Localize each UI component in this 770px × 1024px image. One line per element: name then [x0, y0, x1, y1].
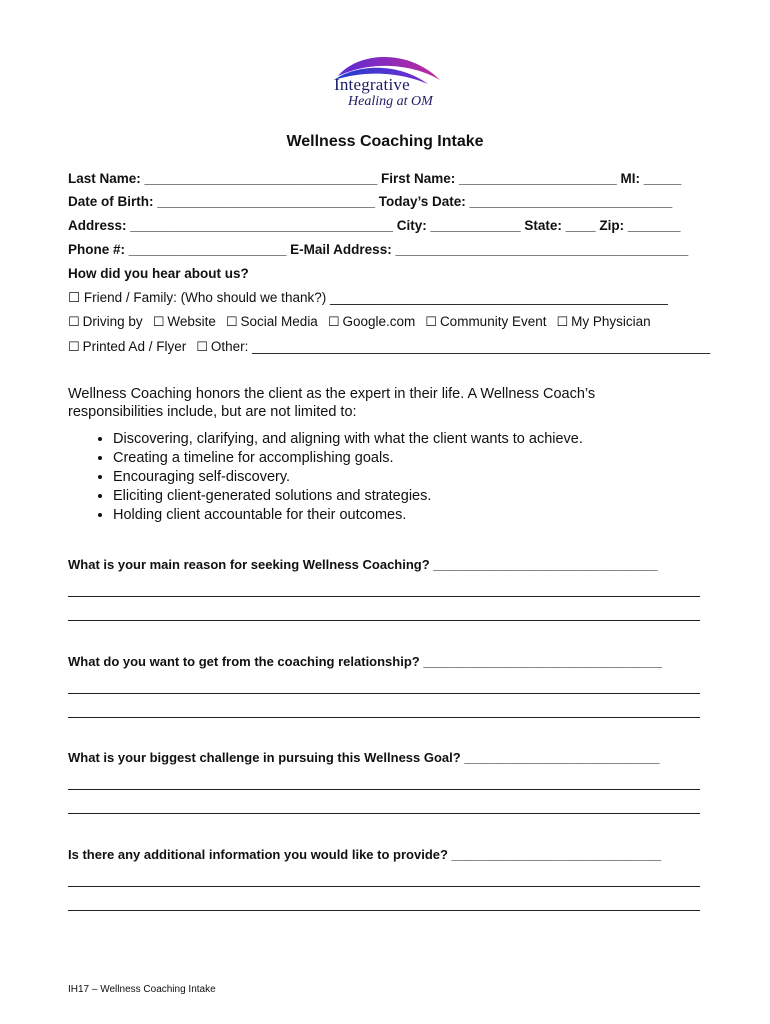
- page-footer: IH17 – Wellness Coaching Intake: [68, 984, 216, 995]
- answer-line[interactable]: [68, 910, 700, 911]
- logo-text-healing: Healing at OM: [348, 94, 433, 109]
- checkbox[interactable]: ☐: [152, 314, 165, 329]
- option-community-event[interactable]: ☐ Community Event: [425, 314, 547, 329]
- option-social-media[interactable]: ☐ Social Media: [225, 314, 318, 329]
- checkbox[interactable]: ☐: [327, 314, 340, 329]
- friend-family-label: Friend / Family: (Who should we thank?) _____________________________________________: [83, 290, 668, 305]
- list-item: • Encouraging self-discovery.: [113, 468, 733, 487]
- checkbox[interactable]: ☐: [225, 314, 238, 329]
- referral-options-row: [68, 313, 700, 331]
- referral-options-row-2: [68, 338, 711, 356]
- list-item: • Eliciting client-generated solutions and strategies.: [113, 487, 733, 506]
- contact-fields[interactable]: Phone #: _____________________ E-Mail Address: _______________________________________: [68, 242, 689, 257]
- answer-line[interactable]: [68, 620, 700, 621]
- answer-line[interactable]: [68, 789, 700, 790]
- date-fields[interactable]: Date of Birth: _____________________________ Today’s Date: ___________________________: [68, 194, 673, 209]
- page-title: Wellness Coaching Intake: [286, 133, 484, 150]
- answer-line[interactable]: [68, 693, 700, 694]
- checkbox[interactable]: ☐: [68, 339, 80, 354]
- option-driving-by[interactable]: ☐ Driving by: [68, 314, 143, 329]
- answer-line[interactable]: [68, 813, 700, 814]
- option-my-physician[interactable]: ☐ My Physician: [556, 314, 651, 329]
- checkbox[interactable]: ☐: [425, 314, 437, 329]
- question-expectations[interactable]: What do you want to get from the coaching relationship? _________________________________: [68, 654, 662, 669]
- logo-text-integrative: Integrative: [334, 75, 410, 94]
- answer-line[interactable]: [68, 717, 700, 718]
- question-biggest-challenge[interactable]: What is your biggest challenge in pursuing this Wellness Goal? ___________________________: [68, 750, 660, 765]
- integrative-healing-logo: [328, 50, 443, 116]
- option-google[interactable]: ☐ Google.com: [327, 314, 416, 329]
- checkbox[interactable]: ☐: [196, 339, 208, 354]
- question-main-reason[interactable]: What is your main reason for seeking Wellness Coaching? _______________________________: [68, 557, 658, 572]
- question-additional-info[interactable]: Is there any additional information you would like to provide? _____________________________: [68, 847, 662, 862]
- answer-line[interactable]: [68, 596, 700, 597]
- checkbox[interactable]: ☐: [68, 314, 80, 329]
- option-other[interactable]: ☐ Other: _____________________________________________________________: [196, 339, 711, 354]
- responsibilities-list: [68, 430, 733, 525]
- referral-friend-option[interactable]: [68, 289, 700, 307]
- checkbox[interactable]: ☐: [68, 290, 81, 305]
- checkbox[interactable]: ☐: [556, 314, 569, 329]
- option-website[interactable]: ☐ Website: [152, 314, 216, 329]
- intro-paragraph: Wellness Coaching honors the client as the expert in their life. A Wellness Coach’s responsibilities include, but are not limited to:: [68, 386, 596, 420]
- list-item: • Holding client accountable for their outcomes.: [113, 506, 733, 525]
- address-fields[interactable]: Address: ___________________________________ City: ____________ State: ____ Zip: _______: [68, 218, 681, 233]
- list-item: • Discovering, clarifying, and aligning with what the client wants to achieve.: [113, 430, 733, 449]
- answer-line[interactable]: [68, 886, 700, 887]
- option-printed-ad[interactable]: ☐ Printed Ad / Flyer: [68, 339, 187, 354]
- name-fields[interactable]: Last Name: _______________________________ First Name: _____________________ MI: _____: [68, 171, 682, 186]
- list-item: • Creating a timeline for accomplishing goals.: [113, 449, 733, 468]
- referral-question: How did you hear about us?: [68, 266, 249, 281]
